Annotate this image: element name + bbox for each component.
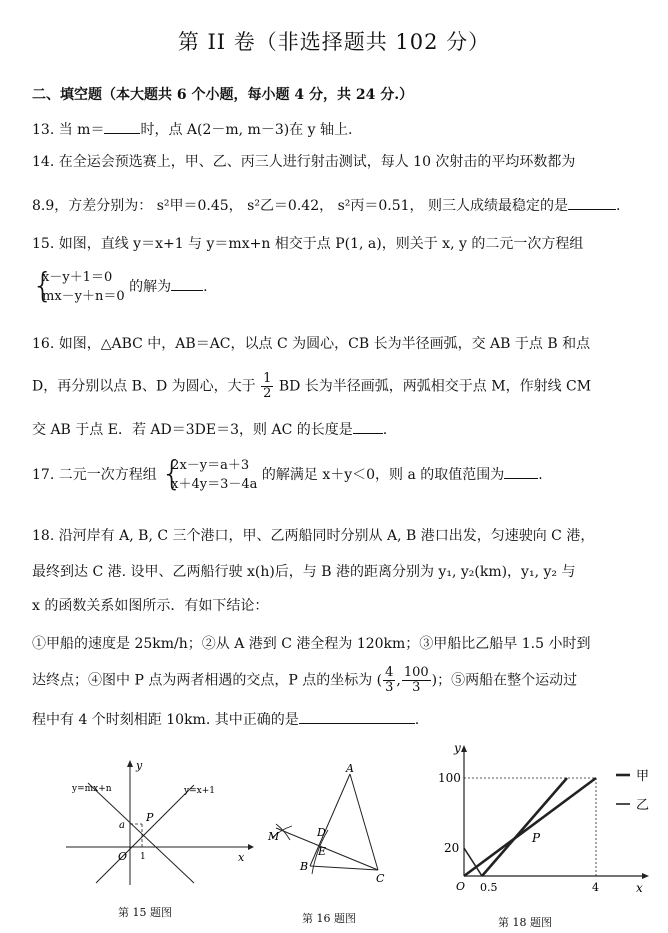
fig15-caption: 第 15 题图 <box>118 906 172 919</box>
fig18-origin: O <box>456 880 466 893</box>
q13-text-pre: 13. 当 m＝ <box>32 122 105 138</box>
fig18-y100-label: 100 <box>438 771 461 785</box>
fig18-x05-label: 0.5 <box>480 881 498 894</box>
q14-blank <box>568 196 616 210</box>
question-15-system <box>32 268 208 306</box>
fig15-x-label: x <box>238 851 245 864</box>
fig16-label-m: M <box>268 830 280 843</box>
q16-frac-num: 1 <box>263 371 272 386</box>
fig18-caption: 第 18 题图 <box>498 916 552 929</box>
q15-blank <box>171 277 203 291</box>
section-heading: 二、填空题（本大题共 6 个小题，每小题 4 分，共 24 分.） <box>32 87 414 103</box>
fig18-legend-label-2: 乙 <box>636 798 650 813</box>
q16-text-post: BD 长为半径画弧，两弧相交于点 M，作射线 CM <box>278 378 592 395</box>
q17-brace: { <box>161 454 183 494</box>
question-18-line5: 达终点；④图中 P 点为两者相遇的交点，P 点的坐标为 ( $\frac{4}{3}$ , $\frac{100}{3}$ )；⑤两船在整个运动过 <box>32 665 578 695</box>
q16-text-line3: 交 AB 于点 E．若 AD＝3DE＝3，则 AC 的长度是 <box>32 422 353 438</box>
fig18-x-label: x <box>636 881 643 895</box>
q17-blank <box>504 465 538 479</box>
q16-text-pre: D，再分别以点 B、D 为圆心，大于 <box>32 378 256 395</box>
question-18-line6 <box>32 710 419 730</box>
q18-text-line6: 程中有 4 个时刻相距 10km. 其中正确的是 <box>32 712 299 728</box>
fig16-label-e: E <box>318 845 327 858</box>
question-18-line3: x 的函数关系如图所示．有如下结论： <box>32 598 269 614</box>
q14-end: . <box>615 198 621 214</box>
q14-text-pre: 8.9，方差分别为： <box>32 198 153 214</box>
question-14-line1: 14. 在全运会预选赛上，甲、乙、丙三人进行射击测试，每人 10 次射击的平均环数都为 <box>32 154 576 170</box>
fig18-y-label: y <box>454 741 461 755</box>
fig16-caption: 第 16 题图 <box>302 912 356 925</box>
question-18-line1: 18. 沿河岸有 A, B, C 三个港口，甲、乙两船同时分别从 A, B 港口出发，匀速驶向 C 港， <box>32 528 595 544</box>
q18-px-num: 4 <box>385 665 394 680</box>
q15-brace: { <box>32 266 54 306</box>
fig16-side-ac <box>350 774 378 870</box>
fig15-label-x1: y=x+1 <box>184 786 215 796</box>
fig16-label-d: D <box>317 826 326 839</box>
fig16-ray-cm <box>276 828 378 870</box>
fig16-side-ab <box>310 774 350 866</box>
question-14-line2 <box>32 196 620 216</box>
q16-blank <box>353 420 383 434</box>
q15-eq2: mx－y＋n＝0 <box>42 289 125 304</box>
q15-end: . <box>203 279 208 295</box>
q13-blank <box>104 120 140 134</box>
question-17 <box>32 456 543 494</box>
question-15-line1: 15. 如图，直线 y＝x+1 与 y＝mx+n 相交于点 P(1, a)，则关于 x, y 的二元一次方程组 <box>32 236 584 252</box>
page-title: 第 II 卷（非选择题共 102 分） <box>177 30 491 54</box>
fig18-x-arrow <box>642 873 649 879</box>
q18-end: . <box>414 712 420 728</box>
q13-text-post: 时，点 A(2－m, m－3)在 y 轴上. <box>140 122 353 138</box>
fig15-one-label: 1 <box>140 852 146 862</box>
question-16-line3 <box>32 420 387 440</box>
q14-variance-bing: s²丙＝0.51， <box>337 198 424 214</box>
q17-text-post: 的解满足 x＋y＜0，则 a 的取值范围为 <box>261 467 505 483</box>
fig15-a-label: a <box>119 820 125 831</box>
fig15-p-label: P <box>146 811 154 824</box>
fig15-y-arrow <box>127 760 133 767</box>
fig18-y-arrow <box>461 745 467 752</box>
q18-py-fraction <box>402 666 431 695</box>
q18-py-num: 100 <box>403 665 429 680</box>
fig15-y-label: y <box>136 759 143 772</box>
fig15-x-arrow <box>248 844 254 850</box>
fig16-label-b: B <box>300 860 309 873</box>
q18-blank <box>299 710 415 724</box>
q17-equation-system <box>161 456 257 494</box>
fig18-yi-line <box>464 778 596 876</box>
fig18-legend-label-1: 甲 <box>636 769 650 784</box>
fig15-label-mxn: y=mx+n <box>72 784 112 794</box>
fig18-jia-seg2 <box>482 778 567 876</box>
q15-text-post: 的解为 <box>129 279 172 295</box>
q17-end: . <box>538 467 543 483</box>
q16-frac-den: 2 <box>263 386 272 401</box>
fig15-line-x1 <box>96 785 194 883</box>
question-16-line2 <box>32 372 591 401</box>
q18-text-post: )；⑤两船在整个运动过 <box>431 672 578 689</box>
q14-text-post: 则三人成绩最稳定的是 <box>427 198 568 214</box>
figure-18 <box>436 738 662 898</box>
fig16-side-bc <box>310 866 378 870</box>
q17-eq2: x＋4y＝3－4a <box>171 477 258 492</box>
figure-16 <box>262 760 402 890</box>
fig15-origin: O <box>118 850 128 863</box>
q14-variance-yi: s²乙＝0.42， <box>247 198 334 214</box>
q17-eq1: 2x－y＝a＋3 <box>171 458 250 473</box>
question-16-line1: 16. 如图，△ABC 中，AB＝AC，以点 C 为圆心，CB 长为半径画弧，交 AB 于点 B 和点 <box>32 336 591 352</box>
question-18-line4: ①甲船的速度是 25km/h；②从 A 港到 C 港全程为 120km；③甲船比乙船早 1.5 小时到 <box>32 636 591 652</box>
fig16-label-c: C <box>376 872 385 885</box>
q15-equation-system <box>32 268 125 306</box>
q18-py-den: 3 <box>412 680 421 695</box>
fig18-p-label: P <box>532 831 541 845</box>
q18-text-pre: 达终点；④图中 P 点为两者相遇的交点，P 点的坐标为 ( <box>32 672 383 689</box>
fig16-label-a: A <box>346 762 354 775</box>
fig18-x4-label: 4 <box>592 881 599 894</box>
q14-variance-jia: s²甲＝0.45， <box>156 198 243 214</box>
question-18-line2: 最终到达 C 港. 设甲、乙两船行驶 x(h)后，与 B 港的距离分别为 y₁, y₂(km)，y₁, y₂ 与 <box>32 564 576 580</box>
figure-15 <box>66 755 256 890</box>
fig15-line-mxn <box>88 783 194 883</box>
q18-px-fraction <box>383 666 395 695</box>
fig18-jia-seg1 <box>464 848 482 876</box>
q16-end: . <box>382 422 388 438</box>
q15-eq1: x－y＋1＝0 <box>42 270 113 285</box>
question-13 <box>32 120 352 140</box>
q18-px-den: 3 <box>385 680 394 695</box>
q17-text-pre: 17. 二元一次方程组 <box>32 467 157 483</box>
fig18-y20-label: 20 <box>444 841 460 855</box>
q16-fraction <box>261 372 273 401</box>
